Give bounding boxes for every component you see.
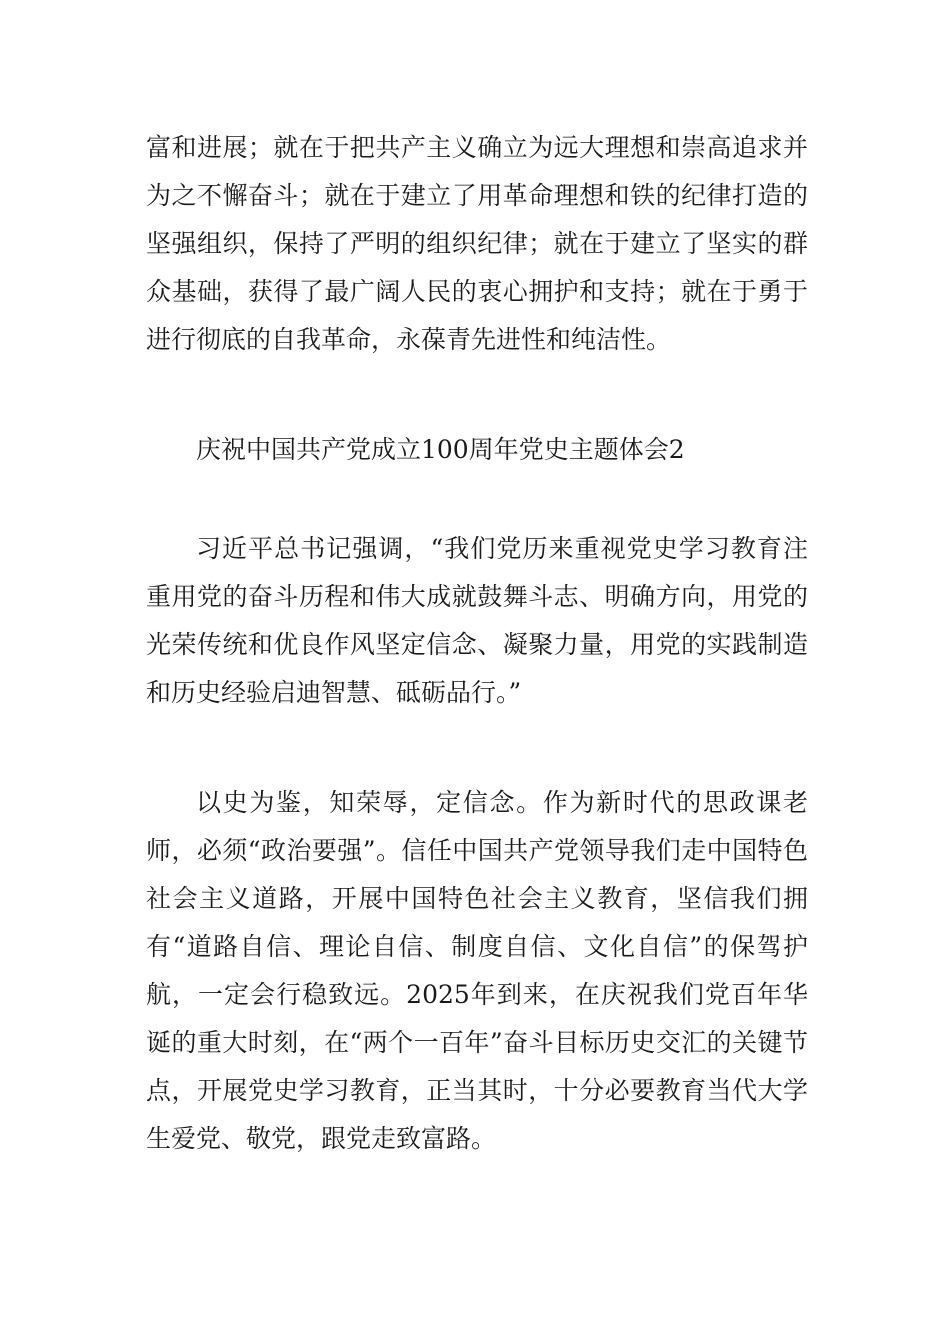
paragraph-body: 以史为鉴，知荣辱，定信念。作为新时代的思政课老师，必须“政治要强”。信任中国共产党领导我们走中国特色社会主义道路，开展中国特色社会主义教育，坚信我们拥有“道路自信、理论自信、制度自信、文化自信”的保驾护航，一定会行稳致远。2025年到来，在庆祝我们党百年华诞的重大时刻，在“两个一百年”奋斗目标历史交汇的关键节点，开展党史学习教育，正当其时，十分必要教育当代大学生爱党、敬党，跟党走致富路。 — [146, 788, 808, 1153]
paragraph-continuation: 富和进展；就在于把共产主义确立为远大理想和崇高追求并为之不懈奋斗；就在于建立了用革命理想和铁的纪律打造的坚强组织，保持了严明的组织纪律；就在于建立了坚实的群众基础，获得了最广阔人民的衷心拥护和支持；就在于勇于进行彻底的自我革命，永葆青先进性和纯洁性。 — [146, 133, 808, 354]
section-title: 庆祝中国共产党成立100周年党史主题体会2 — [196, 435, 685, 464]
paragraph-quote: 习近平总书记强调，“我们党历来重视党史学习教育注重用党的奋斗历程和伟大成就鼓舞斗志、明确方向，用党的光荣传统和优良作风坚定信念、凝聚力量，用党的实践制造和历史经验启迪智慧、砥砺品行。” — [146, 534, 808, 707]
